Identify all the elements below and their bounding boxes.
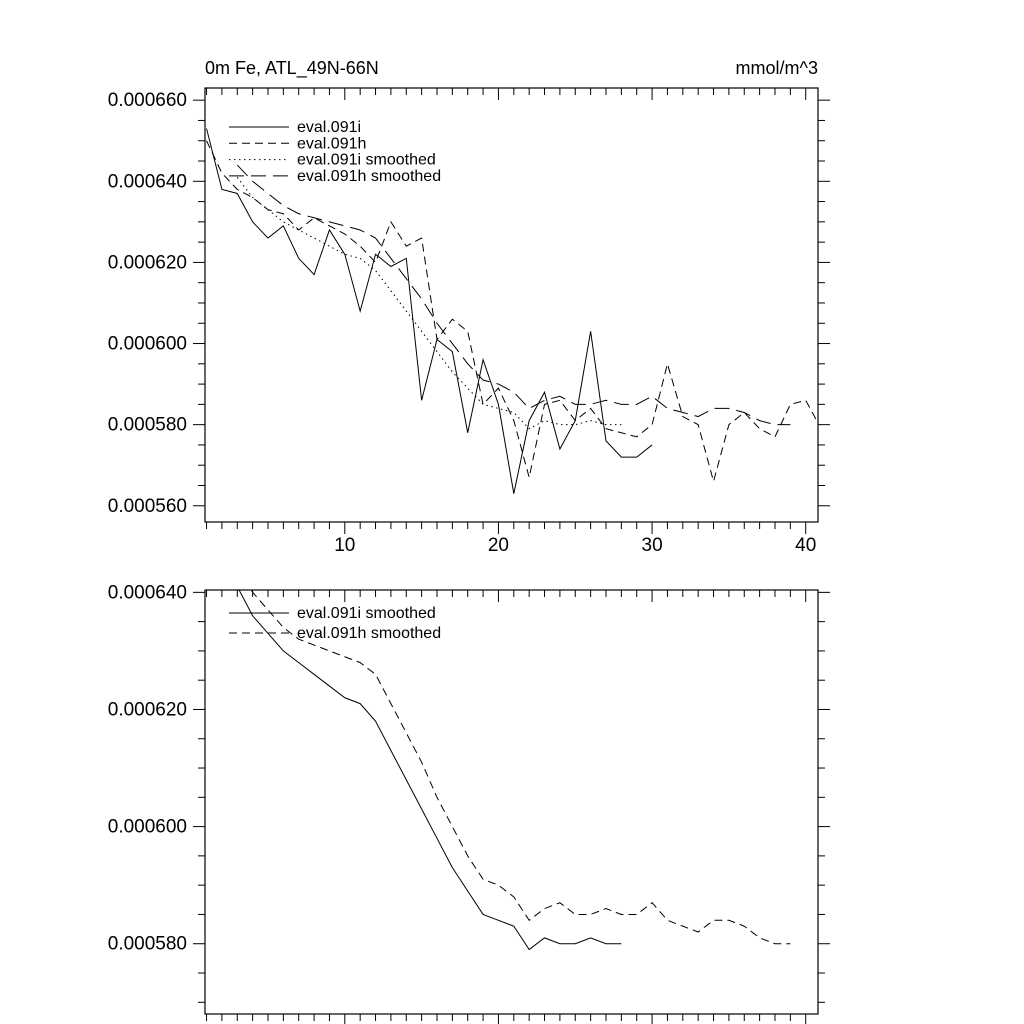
- y-axis-tick-label: 0.000640: [107, 582, 187, 604]
- legend-label: eval.091h: [297, 135, 367, 153]
- y-axis-tick-label: 0.000560: [107, 495, 187, 517]
- chart-0: [108, 88, 830, 556]
- y-axis-tick-label: 0.000580: [107, 933, 187, 955]
- x-axis-tick-label: 40: [795, 535, 817, 556]
- x-axis-tick-label: 10: [334, 535, 356, 556]
- chart-1: [108, 569, 830, 1024]
- y-axis-tick-label: 0.000620: [107, 699, 187, 721]
- legend: [229, 119, 441, 185]
- y-axis-tick-label: 0.000660: [107, 90, 187, 112]
- legend-label: eval.091i smoothed: [297, 151, 436, 169]
- x-axis-tick-label: 30: [641, 535, 663, 556]
- chart-title: 0m Fe, ATL_49N-66N: [205, 58, 379, 78]
- y-axis-tick-label: 0.000600: [107, 333, 187, 355]
- legend-label: eval.091i: [297, 119, 362, 136]
- series-line-eval-091i-smoothed: [237, 177, 621, 428]
- y-axis-tick-label: 0.000620: [107, 252, 187, 274]
- y-axis-tick-label: 0.000600: [107, 816, 187, 838]
- legend-label: eval.091i smoothed: [297, 605, 436, 622]
- series-line-eval-091h-smoothed: [237, 165, 790, 425]
- legend-label: eval.091h smoothed: [297, 167, 442, 185]
- legend: [229, 605, 441, 642]
- series-line-eval-091h: [207, 141, 822, 482]
- chart-units-label: mmol/m^3: [735, 58, 818, 78]
- x-axis-tick-label: 20: [487, 535, 510, 556]
- y-axis-tick-label: 0.000580: [107, 414, 187, 436]
- legend-label: eval.091h smoothed: [297, 625, 442, 642]
- plot-frame: [205, 590, 818, 1014]
- y-axis-tick-label: 0.000640: [107, 171, 187, 193]
